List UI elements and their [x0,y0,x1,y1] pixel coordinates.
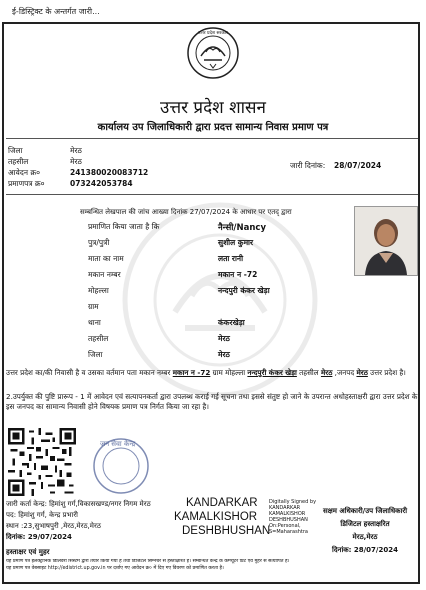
detail-label: ग्राम [88,302,99,311]
detail-label: तहसील [88,334,109,343]
tehsil: मेरठ [320,368,333,377]
officer-date: दिनांक: 28/07/2024 [332,546,398,554]
person-photo-icon [355,207,417,275]
detail-label: पुत्र/पुत्री [88,238,110,247]
mohalla: नन्दपुरी कंकर खेड़ा [247,368,297,377]
verification-note: यह प्रमाण पत्र इलेक्ट्रॉनिक डिलिवरी सिस्टम द्वारा तैयार किया गया है तथा डिजिटल सिग्नेचर से हस्ताक्षरित है। सम्बन्धित केन्द्र के कम्प्यूटर प्रिंट एवं मुहर से सत्यापित है। यह प्रमाण पत्र वेबसाइट http://edistrict.up.gov.in पर दर्शाए गए आवेदन क्र० में दिए गए विवरण को प्रमाणित करता है। [6,559,290,571]
digital-sign-note: Digitally Signed by KANDARKAR KAMALKISHOR DESHBHUSHAN On:Personal, S=Maharashtra [269,499,317,535]
qr-code-icon [8,428,76,496]
application-label: आवेदन क्र० [8,168,41,177]
detail-value: कंकरखेड़ा [218,318,245,327]
detail-label: मोहल्ला [88,286,109,295]
tehsil-label: तहसील [8,157,29,166]
tehsil-value: मेरठ [70,157,82,166]
top-note: ई-डिस्ट्रिक्ट के अन्तर्गत जारी... [12,7,100,16]
applicant-photo [354,206,418,276]
intro-line: सम्बन्धित लेखपाल की जांच आख्या दिनांक 27/07/2024 के आधार पर एतद् द्वारा [80,208,292,216]
residence-paragraph: उत्तर प्रदेश का/की निवासी है व उसका वर्तमान पता मकान नम्बर मकान न -72 ग्राम मोहल्ला नन्दपुरी कंकर खेड़ा तहसील मेरठ ,जनपद मेरठ उत्तर प्रदेश है। [6,368,406,377]
officer-title: सक्षम अधिकारी/उप जिलाधिकारी [322,507,408,515]
detail-value: मकान न -72 [218,270,258,279]
center-in-charge: पद: हिमांशु गर्ग, केन्द्र प्रभारी [6,511,78,519]
verification-paragraph: 2.उपर्युक्त की पुष्टि प्रारूप - 1 में आवेदन एवं सत्यापनकर्ता द्वारा उपलब्ध कराई गई सूचना तथा इससे संतुष्ट हो जाने के उपरान्त अधोहस्ताक्षरी द्वारा उत्तर प्रदेश के इस जनपद का सामान्य निवासी होने विषयक प्रमाण पत्र निर्गत किया जा रहा है। [6,392,418,411]
page-subtitle: कार्यालय उप जिलाधिकारी द्वारा प्रदत्त सामान्य निवास प्रमाण पत्र [97,122,329,133]
issuing-center: जारी कर्ता केन्द्र: हिमांशु गर्ग,विकासखण्ड/नगर निगम मेरठ [6,500,151,508]
certificate-label: प्रमाणपत्र क्र० [8,179,45,188]
issue-date-label: जारी दिनांक: [290,161,326,170]
district: मेरठ [356,368,368,377]
page-title: उत्तर प्रदेश शासन [160,98,266,118]
detail-value: सुशील कुमार [218,238,254,247]
officer-place: मेरठ,मेरठ [352,533,378,541]
house-number: मकान न -72 [172,368,211,377]
application-value: 241380020083712 [70,168,149,177]
emblem-text: उत्तर प्रदेश सरकार [198,31,228,36]
divider [6,138,418,139]
detail-value: लता रानी [218,254,244,263]
detail-value: नन्दपुरी कंकर खेड़ा [218,286,270,295]
detail-label: मकान नम्बर [88,270,121,279]
detail-value: नैन्सी/Nancy [218,223,266,233]
detail-label: माता का नाम [88,254,124,263]
stamp-text: जन सेवा केन्द्र [100,440,136,448]
center-date: दिनांक: 29/07/2024 [6,533,72,541]
district-value: मेरठ [70,146,82,155]
detail-label: थाना [88,318,101,327]
detail-value: मेरठ [218,350,230,359]
district-label: जिला [8,146,23,155]
divider [6,194,418,195]
center-place: स्थान :23,सुभाषपुरी ,मेरठ,मेरठ,मेरठ [6,522,101,530]
detail-value: मेरठ [218,334,230,343]
detail-label: प्रमाणित किया जाता है कि [88,222,160,231]
detail-label: जिला [88,350,103,359]
signature-seal-label: हस्ताक्षर एवं मुहर [6,548,50,556]
digital-sign-label: डिजिटल हस्ताक्षरित [340,520,390,528]
issue-date-value: 28/07/2024 [334,161,382,170]
certificate-value: 073242053784 [70,179,133,188]
signer-name: KANDARKAR KAMALKISHOR DESHBHUSHAN [174,497,271,537]
